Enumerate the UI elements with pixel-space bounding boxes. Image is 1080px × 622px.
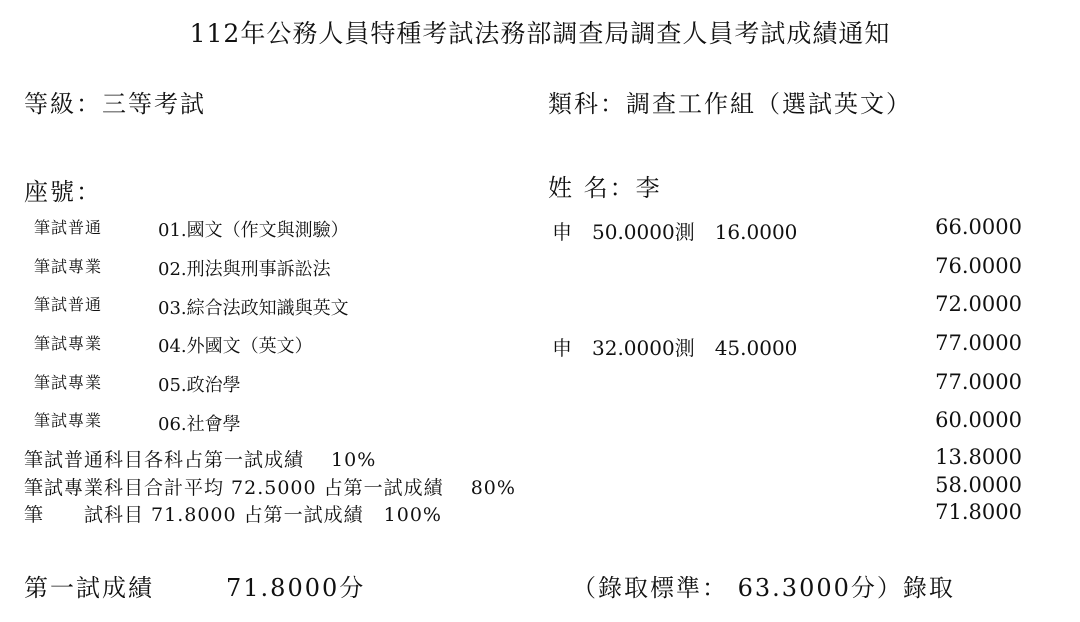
subject-subscores: 申 50.0000測 16.0000	[552, 220, 798, 244]
subject-name: 02.刑法與刑事訴訟法	[158, 259, 331, 280]
first-exam-score: 71.8000分	[226, 574, 366, 602]
subject-subscores: 申 32.0000測 45.0000	[552, 336, 798, 360]
subject-score: 60.0000	[935, 408, 1022, 432]
subject-name: 06.社會學	[158, 414, 241, 435]
subject-score: 76.0000	[935, 254, 1022, 278]
seat-number-label: 座號：	[24, 178, 102, 206]
subject-type: 筆試專業	[34, 334, 103, 353]
subject-name: 03.綜合法政知識與英文	[158, 298, 349, 319]
summary-score: 13.8000	[935, 445, 1022, 469]
summary-text: 筆 試科目 71.8000 占第一試成績 100%	[24, 504, 442, 526]
page-title: 112年公務人員特種考試法務部調查局調查人員考試成績通知	[189, 19, 891, 48]
subject-score: 77.0000	[935, 370, 1022, 394]
exam-category: 類科：調查工作組（選試英文）	[548, 90, 912, 118]
summary-text: 筆試專業科目合計平均 72.5000 占第一試成績 80%	[24, 477, 516, 499]
summary-text: 筆試普通科目各科占第一試成績 10%	[24, 449, 377, 471]
summary-score: 58.0000	[935, 473, 1022, 497]
subject-type: 筆試專業	[34, 411, 103, 430]
subject-type: 筆試專業	[34, 257, 103, 276]
exam-level: 等級：三等考試	[24, 90, 206, 118]
subject-type: 筆試普通	[34, 218, 103, 237]
subject-type: 筆試專業	[34, 373, 103, 392]
subject-score: 72.0000	[935, 292, 1022, 316]
candidate-name-label: 姓 名：李	[548, 174, 662, 202]
admission-result: （錄取標準： 63.3000分）錄取	[572, 574, 955, 602]
summary-score: 71.8000	[935, 500, 1022, 524]
subject-name: 05.政治學	[158, 375, 241, 396]
subject-score: 77.0000	[935, 331, 1022, 355]
subject-name: 01.國文（作文與測驗）	[158, 220, 349, 241]
subject-type: 筆試普通	[34, 295, 103, 314]
subject-name: 04.外國文（英文）	[158, 336, 313, 357]
subject-score: 66.0000	[935, 215, 1022, 239]
first-exam-label: 第一試成績	[24, 574, 154, 602]
